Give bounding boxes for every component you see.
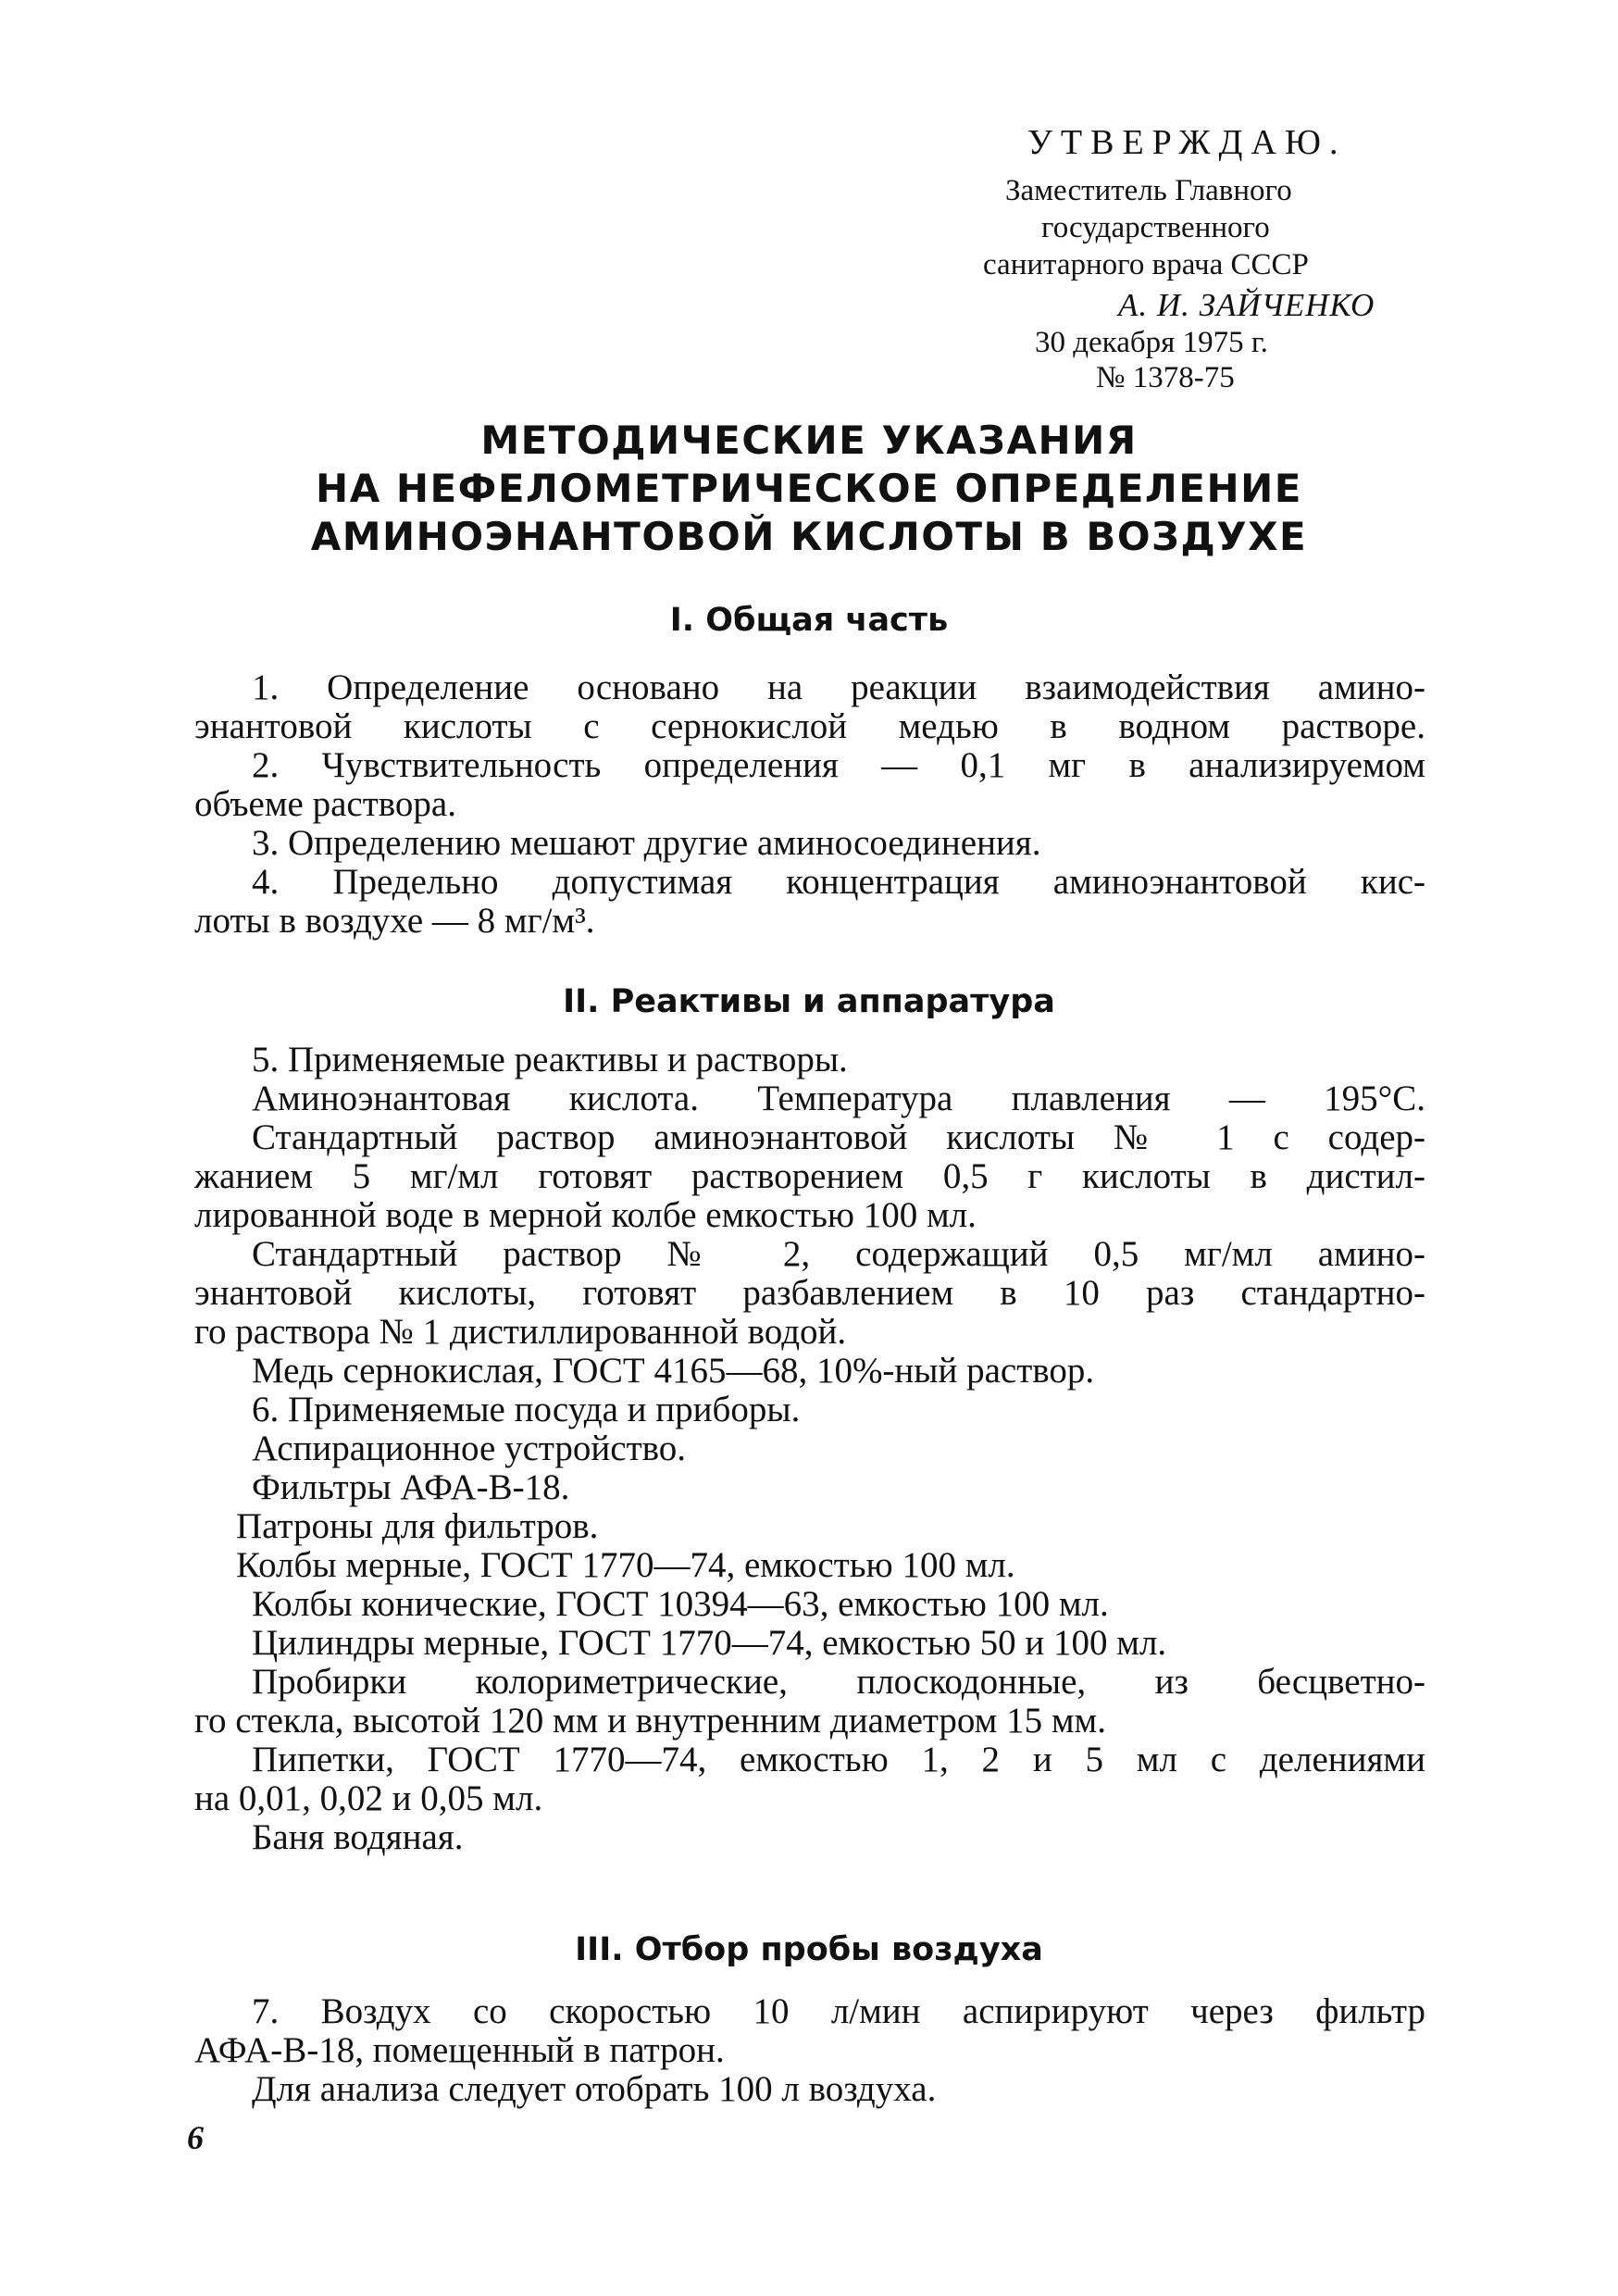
text-line: 7. Воздух со скоростью 10 л/мин аспирируют через фильтр [252, 1991, 1425, 2031]
text-line: на 0,01, 0,02 и 0,05 мл. [194, 1778, 543, 1818]
text-line: Колбы мерные, ГОСТ 1770—74, емкостью 100 мл. [236, 1545, 1015, 1585]
text-line: Патроны для фильтров. [236, 1506, 599, 1546]
text-line: Баня водяная. [252, 1817, 464, 1857]
text-line: Для анализа следует отобрать 100 л воздуха. [252, 2069, 937, 2109]
text-line: 5. Применяемые реактивы и растворы. [252, 1040, 848, 1079]
text-line: 2. Чувствительность определения — 0,1 мг в анализируемом [252, 745, 1425, 785]
title-line-1: МЕТОДИЧЕСКИЕ УКАЗАНИЯ [480, 418, 1138, 463]
approval-date: 30 декабря 1975 г. [1035, 326, 1268, 359]
section-3-body [194, 1992, 1425, 2109]
text-line: жанием 5 мг/мл готовят растворением 0,5 г кислоты в дистил- [194, 1156, 1425, 1196]
text-line: 6. Применяемые посуда и приборы. [252, 1390, 801, 1429]
approval-signatory-name: А. И. ЗАЙЧЕНКО [1118, 287, 1375, 323]
text-line: лированной воде в мерной колбе емкостью 100 мл. [194, 1195, 977, 1235]
text-line: 1. Определение основано на реакции взаимодействия амино- [252, 668, 1425, 707]
approval-position-line-3: санитарного врача СССР [983, 248, 1309, 281]
text-line: Аспирационное устройство. [252, 1429, 687, 1468]
page-number: 6 [187, 2119, 204, 2156]
approval-position-line-1: Заместитель Главного [1005, 174, 1292, 207]
text-line: го стекла, высотой 120 мм и внутренним диаметром 15 мм. [194, 1701, 1106, 1741]
text-line: Цилиндры мерные, ГОСТ 1770—74, емкостью 50 и 100 мл. [252, 1623, 1167, 1663]
text-line: Стандартный раствор № 2, содержащий 0,5 мг/мл амино- [252, 1234, 1425, 1274]
text-line: Стандартный раствор аминоэнантовой кислоты № 1 с содер- [252, 1117, 1425, 1157]
text-line: Колбы конические, ГОСТ 10394—63, емкостью 100 мл. [252, 1584, 1109, 1624]
approval-heading: УТВЕРЖДАЮ. [1027, 123, 1347, 162]
text-line: го раствора № 1 дистиллированной водой. [194, 1312, 847, 1352]
section-1-heading: I. Общая часть [669, 602, 949, 639]
text-line: энантовой кислоты, готовят разбавлением в 10 раз стандартно- [194, 1273, 1425, 1313]
text-line: Фильтры АФА-В-18. [252, 1467, 570, 1507]
text-line: 4. Предельно допустимая концентрация аминоэнантовой кис- [252, 862, 1425, 902]
approval-position-line-2: государственного [1041, 211, 1270, 244]
approval-number: № 1378-75 [1096, 361, 1235, 394]
text-line: энантовой кислоты с сернокислой медью в водном растворе. [194, 706, 1425, 746]
text-line: 3. Определению мешают другие аминосоединения. [252, 823, 1041, 863]
title-line-2: НА НЕФЕЛОМЕТРИЧЕСКОЕ ОПРЕДЕЛЕНИЕ [316, 466, 1302, 511]
section-2-body [194, 1041, 1425, 1857]
text-line: Пробирки колориметрические, плоскодонные, из бесцветно- [252, 1662, 1425, 1702]
text-line: лоты в воздухе — 8 мг/м³. [194, 901, 595, 941]
section-3-heading: III. Отбор пробы воздуха [575, 1931, 1043, 1968]
text-line: объеме раствора. [194, 784, 456, 824]
text-line: Пипетки, ГОСТ 1770—74, емкостью 1, 2 и 5 мл с делениями [252, 1740, 1425, 1779]
text-line: АФА-В-18, помещенный в патрон. [194, 2030, 725, 2070]
text-line: Аминоэнантовая кислота. Температура плавления — 195°С. [252, 1079, 1425, 1118]
text-line: Медь сернокислая, ГОСТ 4165—68, 10%-ный раствор. [252, 1351, 1095, 1391]
section-2-heading: II. Реактивы и аппаратура [563, 983, 1055, 1020]
section-1-body [194, 668, 1425, 941]
title-line-3: АМИНОЭНАНТОВОЙ КИСЛОТЫ В ВОЗДУХЕ [310, 514, 1308, 559]
document-title [185, 417, 1433, 561]
